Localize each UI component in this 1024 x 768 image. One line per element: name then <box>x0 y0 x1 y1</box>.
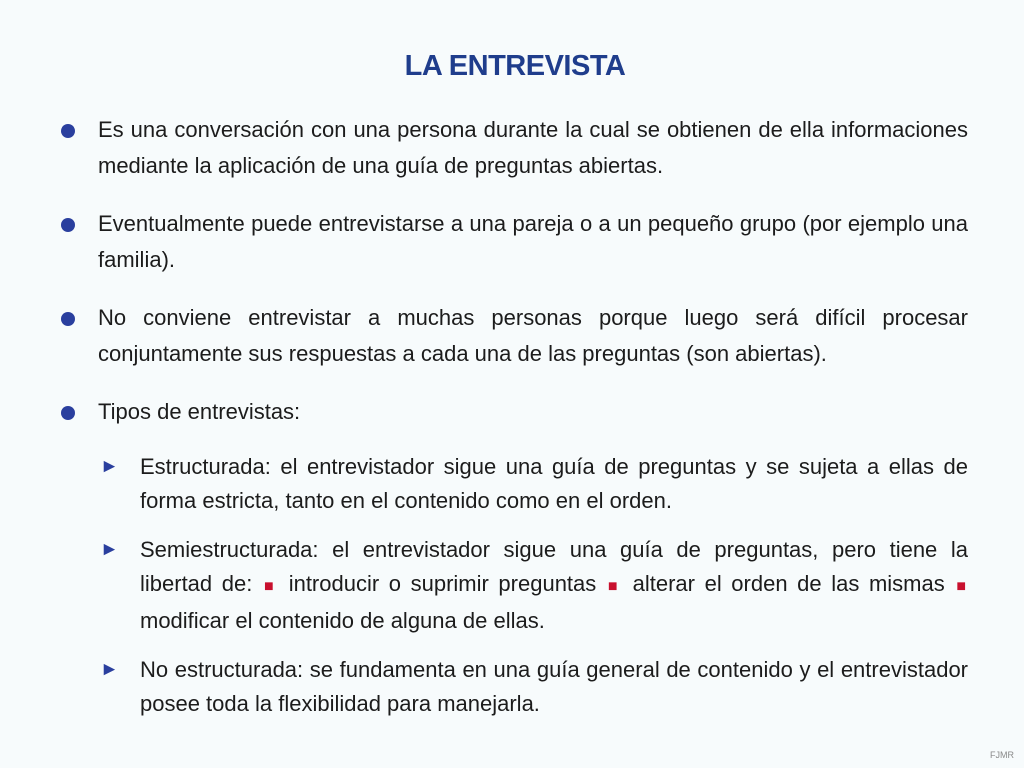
bullet-dot-icon <box>61 218 75 232</box>
bullet-text: Tipos de entrevistas: <box>98 399 301 424</box>
type-text-part: alterar el orden de las mismas <box>623 571 955 596</box>
arrow-right-icon: ► <box>100 539 119 560</box>
slide-title: LA ENTREVISTA <box>404 50 626 82</box>
type-text-part: Semiestructurada: el entrevistador sigue una guía de preguntas, pero tiene la libertad de: <box>140 537 968 596</box>
bullet-text: No conviene entrevistar a muchas personas porque luego será difícil procesar conjuntamente sus respuestas a cada una de las preguntas (son abiertas). <box>98 305 968 366</box>
arrow-right-icon: ► <box>100 456 119 477</box>
type-item-no-estructurada <box>98 653 968 721</box>
types-list <box>98 450 968 721</box>
bullet-text: Es una conversación con una persona durante la cual se obtienen de ella informaciones mediante la aplicación de una guía de preguntas abiertas. <box>98 117 968 178</box>
bullet-dot-icon <box>61 406 75 420</box>
type-item-semiestructurada <box>98 533 968 638</box>
red-square-icon: ■ <box>956 578 966 595</box>
type-text: Estructurada: el entrevistador sigue una guía de preguntas y se sujeta a ellas de forma estricta, tanto en el contenido como en el orden. <box>140 454 968 513</box>
bullet-item-group <box>56 206 968 278</box>
bullet-dot-icon <box>61 124 75 138</box>
red-square-icon: ■ <box>263 578 278 595</box>
type-item-estructurada <box>98 450 968 518</box>
bullet-item-types <box>56 394 968 721</box>
bullet-item-definition <box>56 112 968 184</box>
bullet-item-limit <box>56 300 968 372</box>
bullet-list <box>56 112 968 736</box>
red-square-icon: ■ <box>607 578 622 595</box>
bullet-dot-icon <box>61 312 75 326</box>
arrow-right-icon: ► <box>100 659 119 680</box>
bullet-text: Eventualmente puede entrevistarse a una pareja o a un pequeño grupo (por ejemplo una familia). <box>98 211 968 272</box>
type-text-part: modificar el contenido de alguna de ellas. <box>140 608 545 633</box>
type-text-part: introducir o suprimir preguntas <box>279 571 606 596</box>
type-text: No estructurada: se fundamenta en una guía general de contenido y el entrevistador posee toda la flexibilidad para manejarla. <box>140 657 968 716</box>
footer-initials: FJMR <box>990 750 1014 760</box>
